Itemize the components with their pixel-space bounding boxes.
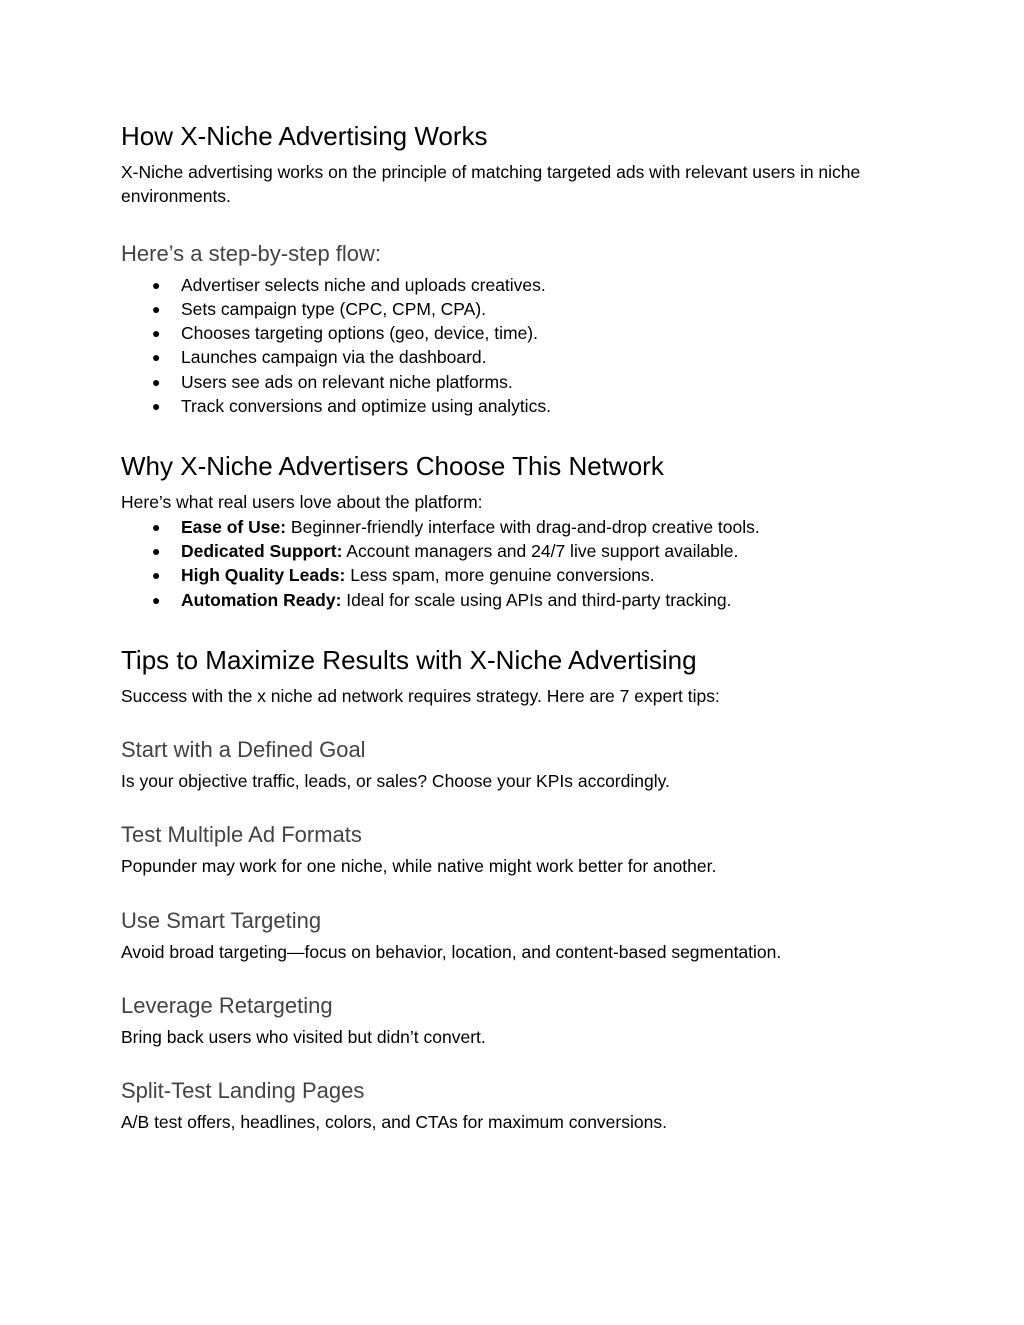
tip-title: Start with a Defined Goal xyxy=(121,737,366,763)
tip-title: Use Smart Targeting xyxy=(121,907,322,933)
benefit-label: Automation Ready: xyxy=(181,589,342,610)
benefit-label: High Quality Leads: xyxy=(181,565,346,586)
tip-title: Leverage Retargeting xyxy=(121,993,333,1019)
section-heading-tips: Tips to Maximize Results with X-Niche Advertising xyxy=(121,644,697,675)
tip-text: Bring back users who visited but didn’t convert. xyxy=(121,1027,486,1048)
bullet-icon: ● xyxy=(152,518,161,535)
list-item: ● Automation Ready: Ideal for scale using APIs and third-party tracking. xyxy=(121,588,921,612)
tip-title: Split-Test Landing Pages xyxy=(121,1078,365,1104)
list-item: ● Chooses targeting options (geo, device, time). xyxy=(121,321,921,345)
list-item: ● Ease of Use: Beginner-friendly interface with drag-and-drop creative tools. xyxy=(121,515,921,539)
benefit-label: Dedicated Support: xyxy=(181,540,343,561)
section-intro: X-Niche advertising works on the principle of matching targeted ads with relevant users in niche environments. xyxy=(121,162,861,207)
list-item: ● Track conversions and optimize using analytics. xyxy=(121,394,921,418)
subheading-step-flow: Here’s a step-by-step flow: xyxy=(121,240,382,266)
section-heading-why-choose: Why X-Niche Advertisers Choose This Network xyxy=(121,451,664,482)
section-intro: Here’s what real users love about the platform: xyxy=(121,492,483,513)
bullet-icon: ● xyxy=(152,325,161,342)
document-page xyxy=(121,118,921,1135)
benefit-label: Ease of Use: xyxy=(181,516,287,537)
tip-text: Popunder may work for one niche, while native might work better for another. xyxy=(121,856,717,877)
tip-text: Is your objective traffic, leads, or sales? Choose your KPIs accordingly. xyxy=(121,771,670,792)
bullet-icon: ● xyxy=(152,542,161,559)
tip-text: A/B test offers, headlines, colors, and CTAs for maximum conversions. xyxy=(121,1112,667,1133)
bullet-icon: ● xyxy=(152,276,161,293)
list-item: ● Dedicated Support: Account managers and 24/7 live support available. xyxy=(121,539,921,563)
section-heading-how-it-works: How X-Niche Advertising Works xyxy=(121,121,488,151)
list-item: ● Launches campaign via the dashboard. xyxy=(121,345,921,369)
steps-list xyxy=(121,273,921,419)
section-intro: Success with the x niche ad network requires strategy. Here are 7 expert tips: xyxy=(121,685,720,706)
bullet-icon: ● xyxy=(152,591,161,608)
tip-title: Test Multiple Ad Formats xyxy=(121,822,362,848)
bullet-icon: ● xyxy=(152,567,161,584)
bullet-icon: ● xyxy=(152,373,161,390)
list-item: ● Advertiser selects niche and uploads creatives. xyxy=(121,273,921,297)
tip-text: Avoid broad targeting—focus on behavior, location, and content-based segmentation. xyxy=(121,941,782,962)
bullet-icon: ● xyxy=(152,349,161,366)
list-item: ● Sets campaign type (CPC, CPM, CPA). xyxy=(121,297,921,321)
list-item: ● High Quality Leads: Less spam, more genuine conversions. xyxy=(121,563,921,587)
bullet-icon: ● xyxy=(152,398,161,415)
benefits-list xyxy=(121,515,921,612)
bullet-icon: ● xyxy=(152,300,161,317)
list-item: ● Users see ads on relevant niche platforms. xyxy=(121,370,921,394)
